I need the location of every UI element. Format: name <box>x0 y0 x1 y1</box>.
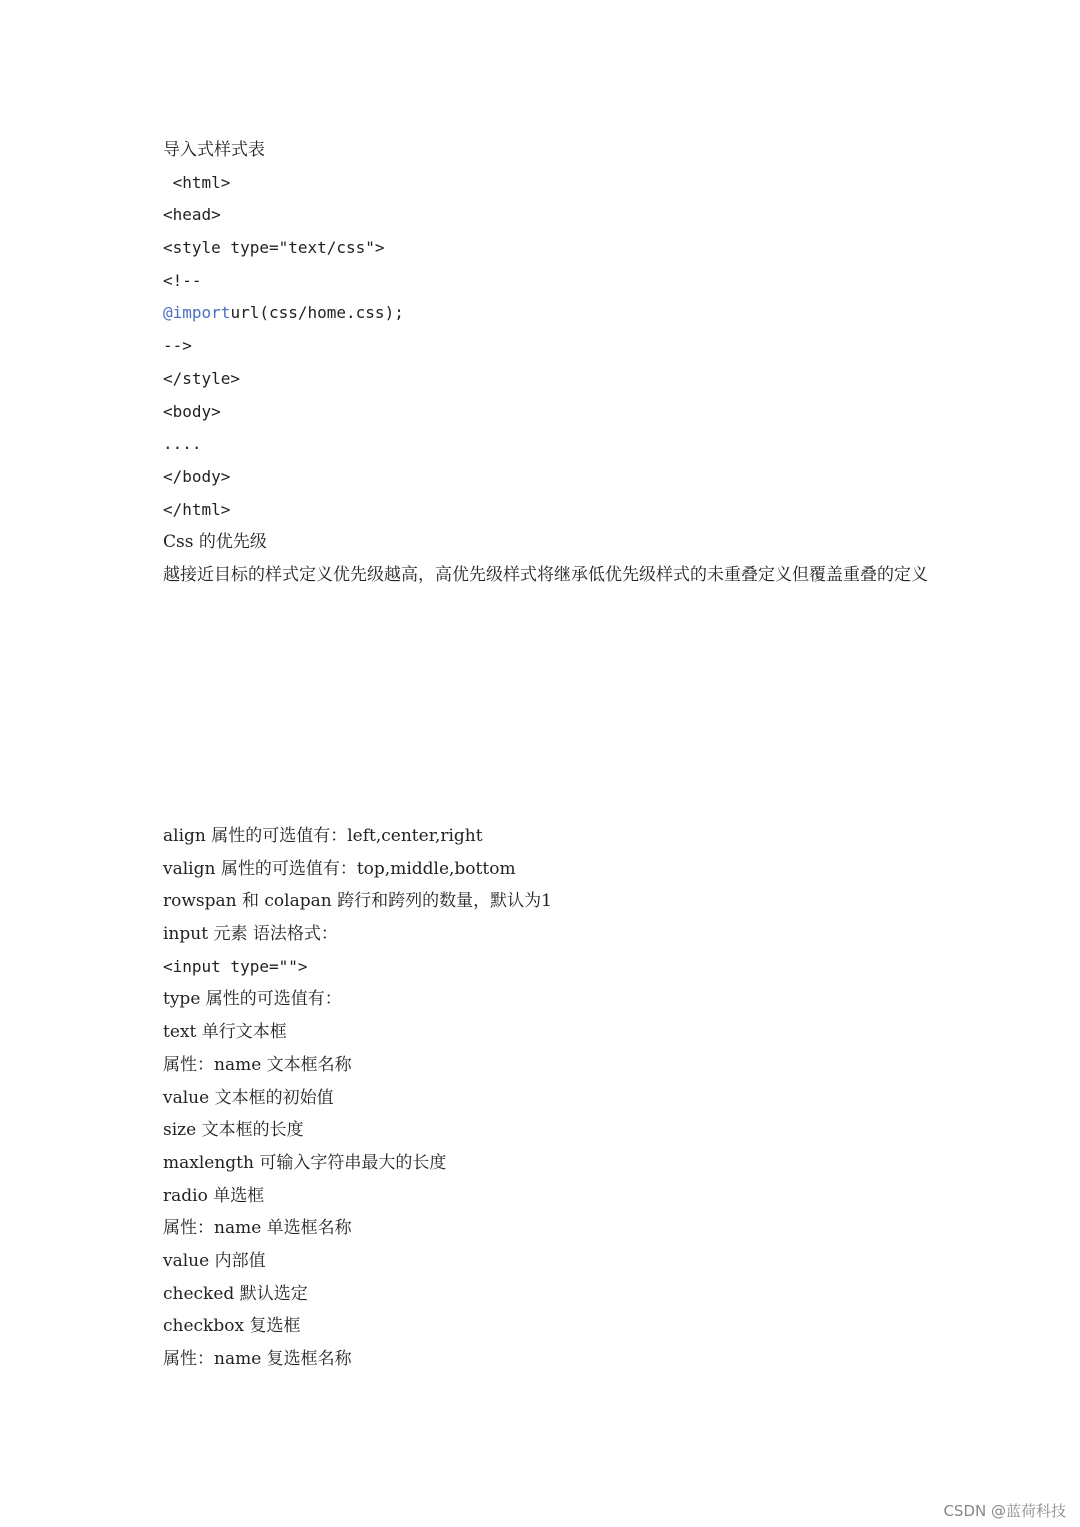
text-line: checked 默认选定 <box>163 1283 308 1304</box>
bottom-text-block <box>163 820 943 1376</box>
text-line: <input type=""> <box>163 956 308 976</box>
text-line: 属性：name 复选框名称 <box>163 1349 352 1369</box>
csdn-watermark: CSDN @蓝荷科技 <box>943 1502 1066 1520</box>
text-line: checkbox 复选框 <box>163 1316 301 1337</box>
text-line: maxlength 可输入字符串最大的长度 <box>163 1152 447 1173</box>
text-line: type 属性的可选值有： <box>163 989 342 1010</box>
text-line: text 单行文本框 <box>163 1022 287 1043</box>
code-line-html-close: </html> <box>163 499 231 519</box>
import-keyword: @import <box>163 303 231 323</box>
text-line: align 属性的可选值有：left,center,right <box>163 826 483 846</box>
code-line-html-open: <html> <box>163 172 231 192</box>
text-line: value 内部值 <box>163 1250 266 1271</box>
code-line-head-open: <head> <box>163 205 221 225</box>
text-line: valign 属性的可选值有：top,middle,bottom <box>163 858 516 879</box>
text-line: radio 单选框 <box>163 1185 265 1206</box>
text-line: value 文本框的初始值 <box>163 1087 334 1108</box>
priority-paragraph: 越接近目标的样式定义优先级越高，高优先级样式将继承低优先级样式的未重叠定义但覆盖重叠的定义 <box>163 564 928 585</box>
code-line-comment-close: --> <box>163 336 192 356</box>
text-line: 属性：name 单选框名称 <box>163 1218 352 1239</box>
code-line-style-close: </style> <box>163 368 241 388</box>
code-line-body-open: <body> <box>163 401 221 421</box>
code-line-import <box>163 297 943 330</box>
text-line: 属性：name 文本框名称 <box>163 1054 352 1075</box>
top-text-block <box>163 134 943 592</box>
section-title-import: 导入式样式表 <box>163 140 265 160</box>
code-line-style-open: <style type="text/css"> <box>163 238 385 258</box>
text-line: rowspan 和 colapan 跨行和跨列的数量，默认为1 <box>163 891 552 912</box>
code-line-comment-open: <!-- <box>163 270 202 290</box>
section-title-priority: Css 的优先级 <box>163 532 267 553</box>
import-url: url(css/home.css); <box>230 303 404 323</box>
code-line-body-close: </body> <box>163 466 231 486</box>
text-line: input 元素 语法格式： <box>163 924 338 945</box>
text-line: size 文本框的长度 <box>163 1120 304 1141</box>
code-line-ellipsis: .... <box>163 434 202 454</box>
